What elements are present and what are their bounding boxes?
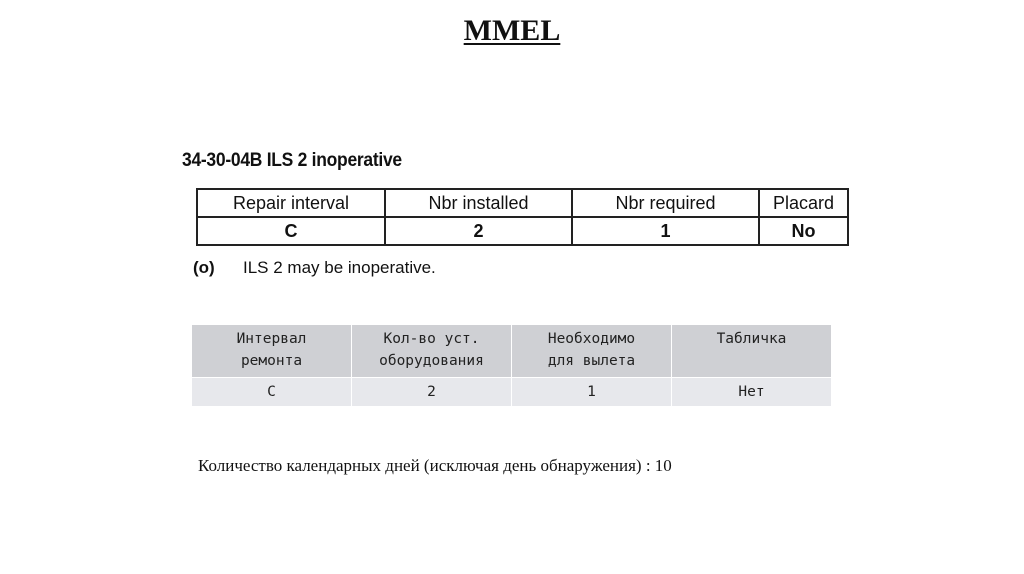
ru-header-line: Табличка [716,331,787,347]
mmel-table [196,188,849,246]
mmel-condition [193,258,436,278]
mmel-value-placard: No [759,217,848,245]
ru-header-line: для вылета [547,353,636,369]
mmel-header-nbr-installed: Nbr installed [385,189,572,217]
ru-header-nbr-required [512,325,672,378]
ru-header-nbr-installed [352,325,512,378]
ru-header-line: оборудования [379,353,484,369]
mmel-table-value-row [197,217,848,245]
ru-header-placard [672,325,832,378]
mmel-value-nbr-required: 1 [572,217,759,245]
mmel-value-nbr-installed: 2 [385,217,572,245]
mmel-header-repair-interval: Repair interval [197,189,385,217]
ru-header-repair-interval [192,325,352,378]
calendar-days-note: Количество календарных дней (исключая день обнаружения) : 10 [198,456,672,475]
ru-header-line: Необходимо [547,331,636,347]
ru-table-header-row [192,325,832,378]
ru-value-placard: Нет [672,378,832,407]
mmel-value-repair-interval: C [197,217,385,245]
mmel-table-header-row [197,189,848,217]
mmel-header-placard: Placard [759,189,848,217]
ru-value-nbr-installed: 2 [352,378,512,407]
russian-table [191,324,832,407]
ru-value-repair-interval: C [192,378,352,407]
mmel-item-heading: 34-30-04B ILS 2 inoperative [182,150,402,171]
page-title: MMEL [463,14,561,47]
condition-text: ILS 2 may be inoperative. [243,258,436,277]
condition-code: (o) [193,258,215,277]
ru-header-line: Кол-во уст. [383,331,480,347]
ru-header-line: Интервал [236,331,307,347]
mmel-header-nbr-required: Nbr required [572,189,759,217]
ru-value-nbr-required: 1 [512,378,672,407]
ru-table-value-row [192,378,832,407]
ru-header-line: ремонта [240,353,303,369]
